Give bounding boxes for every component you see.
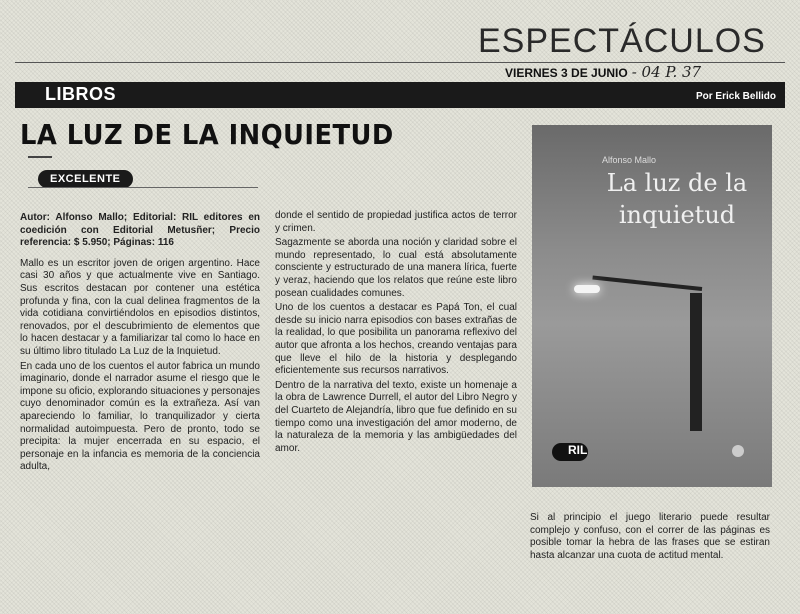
streetlight-arm <box>592 276 702 291</box>
publisher-logo: RIL <box>568 443 588 457</box>
column-1 <box>20 212 260 476</box>
paragraph: Sagazmente se aborda una noción y claridad sobre el mundo representado, lo cual está absolutamente consciente y estructurado de una manera lírica, fuerte y veraz, haciendo que los relatos que reúne este libro posean cualidades comunes. <box>275 237 517 299</box>
column-2 <box>275 210 517 457</box>
rating-badge: EXCELENTE <box>38 170 133 188</box>
paragraph: Si al principio el juego literario puede resultar complejo y confuso, con el correr de las páginas es posible tomar la hebra de las frases que se estiran hasta alcanzar una cuota de actitud mental. <box>530 512 770 561</box>
column-3 <box>530 512 770 564</box>
section-title: ESPECTÁCULOS <box>478 22 766 60</box>
cover-emblem-icon <box>732 445 744 457</box>
paragraph: Mallo es un escritor joven de origen argentino. Hace casi 30 años y que actualmente vive en Santiago. Sus escritos destacan por contener una estética profunda y fina, con la cual delinea fragmentos de la vida cotidiana convirtiéndolos en episodios distintos, renovados, por el descubrimiento de elementos que lo hacen destacar y a familiarizar tal como lo hace en su último libro titulado La Luz de la Inquietud. <box>20 257 260 357</box>
paragraph: donde el sentido de propiedad justifica actos de terror y crimen. <box>275 210 517 234</box>
section-band <box>15 82 785 108</box>
band-label: LIBROS <box>45 84 117 104</box>
byline: Por Erick Bellido <box>695 91 776 102</box>
streetlight-pole <box>690 293 702 431</box>
paragraph: Uno de los cuentos a destacar es Papá Ton, el cual desde su inicio narra episodios con bases extrañas de la realidad, lo que posibilita un panorama reflexivo del autor que afronta a los hechos, creando ventajas para que lleve el hilo de la historia y desplegando eficientemente sus recursos narrativos. <box>275 302 517 377</box>
date-line <box>505 63 701 81</box>
book-meta: Autor: Alfonso Mallo; Editorial: RIL editores en coedición con Editorial Metusñer; Precio referencia: $ 5.950; Páginas: 116 <box>20 212 260 249</box>
book-cover-image <box>532 125 772 487</box>
title-rule <box>28 156 52 158</box>
article-title: LA LUZ DE LA INQUIETUD <box>20 118 394 151</box>
cover-author: Alfonso Mallo <box>602 155 657 165</box>
rating-rule <box>28 187 258 188</box>
paragraph: En cada uno de los cuentos el autor fabrica un mundo imaginario, donde el narrador asume el riesgo que le impone su oficio, explorando situaciones y personajes cuyo denominador común es la extrañeza. Así van apareciendo lo familiar, lo tranquilizador y cierta normalidad autoimpuesta. Pero de pronto, todo se precipita: la mujer encerrada en su espacio, el personaje en la infancia es memoria de la conciencia adulta, <box>20 360 260 473</box>
paragraph: Dentro de la narrativa del texto, existe un homenaje a la obra de Lawrence Durrell, el autor del Libro Negro y del Cuarteto de Alejandría, libro que fue definido en su tiempo como una investigación del amor moderno, de la naturaleza de la memoria y las ambigüedades del amor. <box>275 379 517 454</box>
print-date: VIERNES 3 DE JUNIO <box>505 66 628 80</box>
cover-title: La luz de la inquietud <box>606 169 748 229</box>
streetlight-lamp <box>574 285 600 293</box>
handwritten-note: - 04 P. 37 <box>631 63 702 81</box>
